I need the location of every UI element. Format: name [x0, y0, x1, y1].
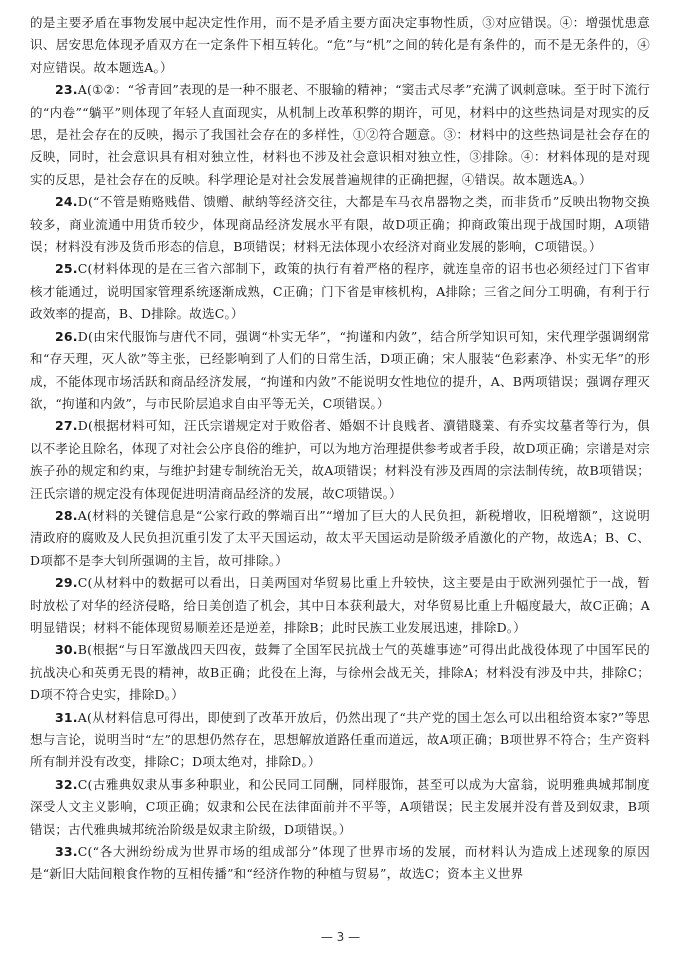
- answer-26: [30, 326, 650, 416]
- question-number: 30.: [55, 642, 78, 658]
- answer-28: [30, 505, 650, 572]
- answer-text: A(材料的关键信息是“公家行政的弊端百出”“增加了巨大的人民负担，新税增收，旧税增额”，这说明清政府的腐败及人民负担沉重引发了太平天国运动，故太平天国运动是阶级矛盾激化的产物，故选A；B、C、D项都不是李大钊所强调的主旨，故可排除。）: [30, 507, 650, 568]
- answer-29: [30, 572, 650, 639]
- answer-page: [30, 12, 650, 886]
- question-number: 33.: [55, 844, 78, 860]
- answer-text: D(根据材料可知，汪氏宗谱规定对于败俗者、婚姻不计良贱者、瀆错賤業、有乔实坟墓者等行为，俱以不孝论且除名，体现了对社会公序良俗的维护，可以为地方治理提供参考或者手段，故D项正确；宗谱是对宗族子孙的规定和约束，与维护封建专制统治无关，故A项错误；材料没有涉及西周的宗法制传统，故B项错误；汪氏宗谱的规定没有体现促进明清商品经济的发展，故C项错误。）: [30, 418, 650, 501]
- intro-paragraph: 的是主要矛盾在事物发展中起决定性作用，而不是矛盾主要方面决定事物性质，③对应错误。④：增强忧患意识、居安思危体现矛盾双方在一定条件下相互转化。“危”与“机”之间的转化是有条件的，而不是无条件的，④对应错误。故本题选A。）: [30, 15, 650, 75]
- answer-text: C(“各大洲纷纷成为世界市场的组成部分”体现了世界市场的发展，而材料认为造成上述现象的原因是“新旧大陆间粮食作物的互相传播”和“经济作物的种植与贸易”，故选C；资本主义世界: [30, 844, 650, 882]
- question-number: 32.: [55, 776, 78, 792]
- page-number: — 3 —: [320, 930, 361, 944]
- answer-text: C(古雅典奴隶从事多种职业，和公民同工同酬，同样服饰，甚至可以成为大富翁，说明雅典城邦制度深受人文主义影响，C项正确；奴隶和公民在法律面前并不平等，A项错误；民主发展并没有普及到奴隶，B项错误；古代雅典城邦统治阶级是奴隶主阶级，D项错误。）: [30, 776, 650, 837]
- answer-text: D(“不管是贿赂贱借、馈赠、献纳等经济交往，大都是车马衣帛器物之类，而非货币”反映出物物交换较多，商业流通中用货币较少，体现商品经济发展水平有限，故D项正确；抑商政策出现于战国时期，A项错误；材料没有涉及货币形态的信息，B项错误；材料无法体现小农经济对商业发展的影响，C项错误。）: [30, 194, 650, 255]
- answer-text: B(根据“与日军激战四天四夜，鼓舞了全国军民抗战士气的英雄事迹”可得出此战役体现了中国军民的抗战决心和英勇无畏的精神，故B正确；此役在上海，与徐州会战无关，排除A；材料没有涉及中共，排除C；D项不符合史实，排除D。）: [30, 642, 650, 703]
- answer-24: [30, 191, 650, 258]
- question-number: 27.: [55, 418, 78, 434]
- question-number: 26.: [55, 328, 78, 344]
- question-number: 24.: [55, 194, 78, 210]
- answer-27: [30, 415, 650, 505]
- answer-31: [30, 707, 650, 774]
- answer-text: C(材料体现的是在三省六部制下，政策的执行有着严格的程序，就连皇帝的诏书也必须经过门下省审核才能通过，说明国家管理系统逐渐成熟，C正确；门下省是审核机构，A排除；三省之间分工明确，有利于行政效率的提高，B、D排除。故选C。）: [30, 261, 650, 322]
- question-number: 25.: [55, 261, 78, 277]
- answer-33: [30, 841, 650, 886]
- answer-text: A(①②：“爷青回”表现的是一种不服老、不服输的精神；“窦击式尽孝”充满了讽刺意味。至于时下流行的“内卷”“躺平”则体现了年轻人直面现实，从机制上改革积弊的期许，可见，材料中的这些热词是对现实的反思，是社会存在的反映，揭示了我国社会存在的多样性，①②符合题意。③：材料中的这些热词是社会存在的反映，同时，社会意识具有相对独立性，材料也不涉及社会意识相对独立性，③排除。④：材料体现的是对现实的反思，是社会存在的反映。科学理论是对社会发展普遍规律的正确把握，④错误。故本题选A。）: [30, 82, 650, 187]
- answer-text: D(由宋代服饰与唐代不同，强调“朴实无华”，“拘谨和内敛”，结合所学知识可知，宋代理学强调纲常和“存天理，灭人欲”等主张，已经影响到了人们的日常生活，D项正确；宋人服装“色彩素净、朴实无华”的形成，不能体现市场活跃和商品经济发展，“拘谨和内敛”不能说明女性地位的提升，A、B两项错误；强调存理灭欲，“拘谨和内敛”，与市民阶层追求自由平等无关，C项错误。）: [30, 328, 650, 411]
- answer-25: [30, 258, 650, 325]
- answer-30: [30, 639, 650, 706]
- question-number: 28.: [55, 507, 78, 523]
- answer-text: A(从材料信息可得出，即使到了改革开放后，仍然出现了“共产党的国土怎么可以出租给资本家?”等思想与言论，说明当时“左”的思想仍然存在，思想解放道路任重而道远，故A项正确；B项世界不符合；生产资料所有制并没有改变，排除C；D项太绝对，排除D。）: [30, 709, 650, 770]
- answer-32: [30, 774, 650, 841]
- question-number: 29.: [55, 575, 78, 591]
- answer-text: C(从材料中的数据可以看出，日美两国对华贸易比重上升较快，这主要是由于欧洲列强忙于一战，暂时放松了对华的经济侵略，给日美创造了机会，其中日本获利最大，对华贸易比重上升幅度最大，故C正确；A明显错误；材料不能体现贸易顺差还是逆差，排除B；此时民族工业发展迅速，排除D。）: [30, 575, 650, 635]
- question-number: 23.: [55, 82, 78, 98]
- answer-23: [30, 79, 650, 191]
- question-number: 31.: [55, 709, 78, 725]
